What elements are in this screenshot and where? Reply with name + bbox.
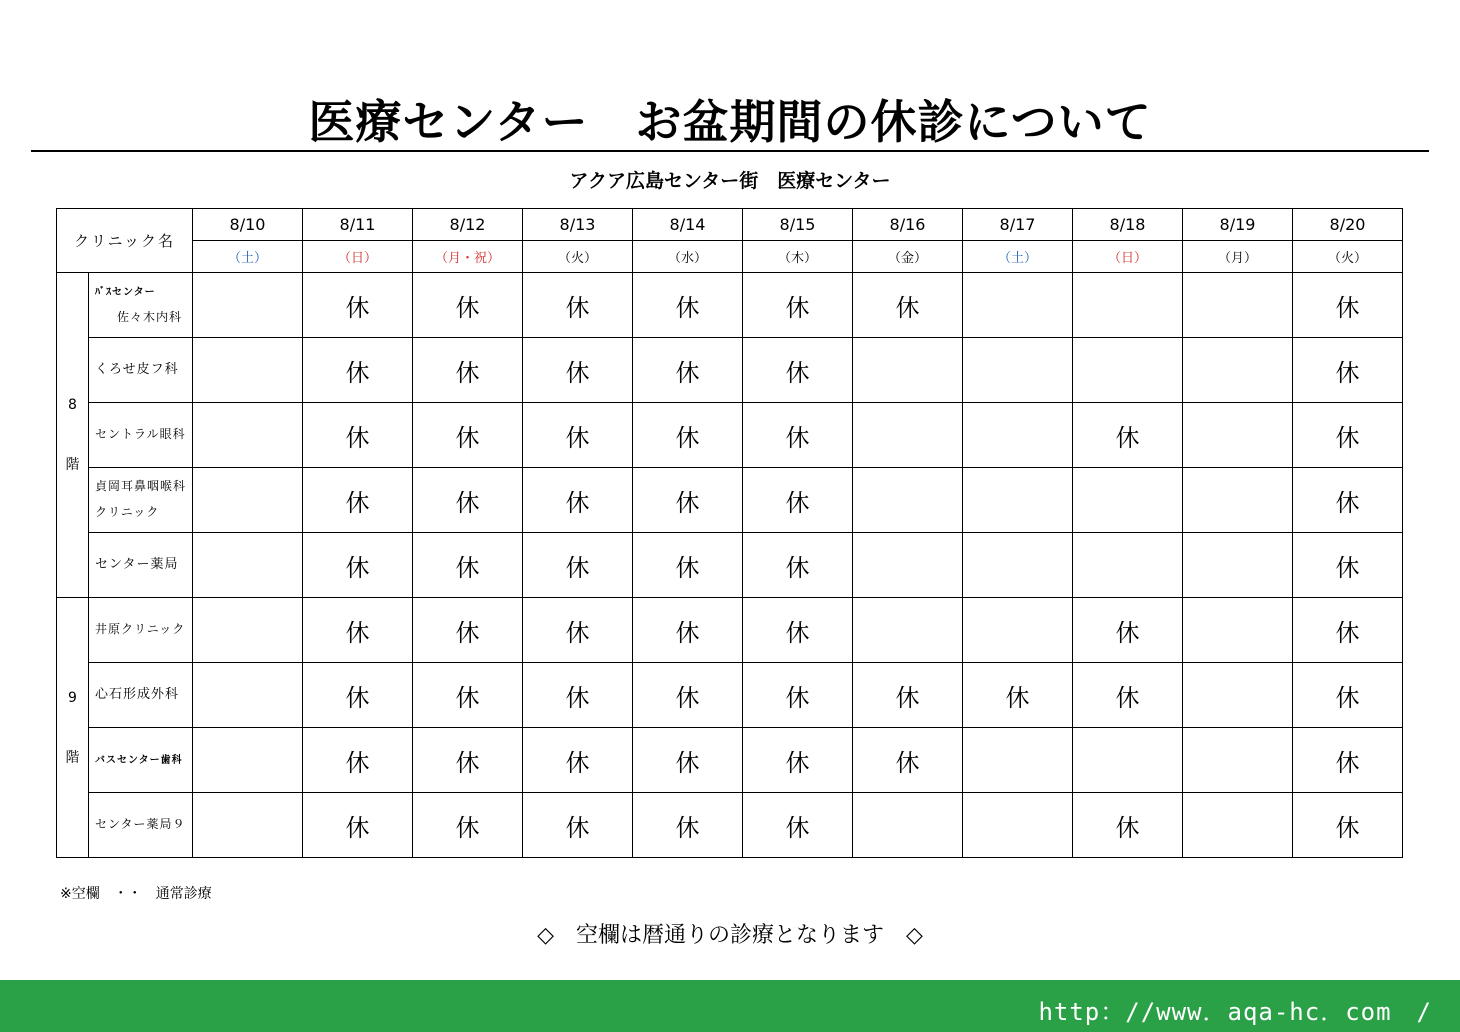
closed-cell: 休 <box>633 403 743 468</box>
open-cell <box>853 533 963 598</box>
closed-cell: 休 <box>1293 468 1403 533</box>
open-cell <box>193 468 303 533</box>
open-cell <box>193 663 303 728</box>
table-row <box>57 663 1403 728</box>
closed-cell: 休 <box>523 273 633 338</box>
weekday-header: （木） <box>743 241 853 273</box>
closed-cell: 休 <box>743 793 853 858</box>
date-header: 8/12 <box>413 209 523 241</box>
open-cell <box>1183 403 1293 468</box>
open-cell <box>1183 273 1293 338</box>
table-row <box>57 793 1403 858</box>
clinic-name-cell <box>89 338 193 403</box>
clinic-name-cell <box>89 273 193 338</box>
open-cell <box>1183 468 1293 533</box>
floor-label: 9 階 <box>57 598 89 858</box>
clinic-name-header: クリニック名 <box>57 209 193 273</box>
open-cell <box>1183 338 1293 403</box>
closed-cell: 休 <box>523 338 633 403</box>
closed-cell: 休 <box>413 728 523 793</box>
clinic-name-cell <box>89 663 193 728</box>
clinic-name: バスセンター歯科 <box>95 755 183 767</box>
table-row <box>57 598 1403 663</box>
date-header: 8/18 <box>1073 209 1183 241</box>
table-row <box>57 533 1403 598</box>
open-cell <box>1183 793 1293 858</box>
closed-cell: 休 <box>743 663 853 728</box>
table-row <box>57 338 1403 403</box>
clinic-name: セントラル眼科 <box>95 427 186 442</box>
date-header: 8/14 <box>633 209 743 241</box>
open-cell <box>963 468 1073 533</box>
open-cell <box>853 403 963 468</box>
closed-cell: 休 <box>743 403 853 468</box>
open-cell <box>853 793 963 858</box>
closed-cell: 休 <box>853 663 963 728</box>
open-cell <box>963 793 1073 858</box>
open-cell <box>963 403 1073 468</box>
date-header: 8/17 <box>963 209 1073 241</box>
footer-url-link[interactable]: http：//www．aqa-hc．com / <box>1038 998 1432 1026</box>
closed-cell: 休 <box>413 793 523 858</box>
closed-cell: 休 <box>1073 663 1183 728</box>
open-cell <box>1183 728 1293 793</box>
weekday-header: （日） <box>1073 241 1183 273</box>
closed-cell: 休 <box>633 598 743 663</box>
date-header: 8/16 <box>853 209 963 241</box>
open-cell <box>963 598 1073 663</box>
closed-cell: 休 <box>413 273 523 338</box>
closed-cell: 休 <box>743 728 853 793</box>
open-cell <box>193 793 303 858</box>
date-header: 8/20 <box>1293 209 1403 241</box>
closed-cell: 休 <box>743 598 853 663</box>
table-row <box>57 728 1403 793</box>
table-row <box>57 403 1403 468</box>
closed-cell: 休 <box>523 728 633 793</box>
closed-cell: 休 <box>413 663 523 728</box>
page-title: 医療センター お盆期間の休診について <box>308 95 1152 149</box>
open-cell <box>1183 598 1293 663</box>
open-cell <box>1073 728 1183 793</box>
table-row <box>57 273 1403 338</box>
closed-cell: 休 <box>1293 728 1403 793</box>
closed-cell: 休 <box>303 468 413 533</box>
weekday-header: （火） <box>1293 241 1403 273</box>
clinic-name-line2: クリニック <box>95 505 160 519</box>
legend-note: ※空欄 ・・ 通常診療 <box>60 886 212 902</box>
closed-cell: 休 <box>633 793 743 858</box>
date-header-row <box>57 209 1403 241</box>
open-cell <box>193 338 303 403</box>
closed-cell: 休 <box>1293 403 1403 468</box>
closed-cell: 休 <box>413 403 523 468</box>
closed-cell: 休 <box>303 598 413 663</box>
closed-cell: 休 <box>303 338 413 403</box>
open-cell <box>193 403 303 468</box>
closed-cell: 休 <box>523 533 633 598</box>
closed-cell: 休 <box>633 663 743 728</box>
date-header: 8/10 <box>193 209 303 241</box>
clinic-name-cell <box>89 598 193 663</box>
weekday-header: （土） <box>193 241 303 273</box>
clinic-name-cell <box>89 728 193 793</box>
date-header: 8/19 <box>1183 209 1293 241</box>
open-cell <box>1183 533 1293 598</box>
open-cell <box>853 338 963 403</box>
closed-cell: 休 <box>413 598 523 663</box>
closed-cell: 休 <box>1293 338 1403 403</box>
clinic-name-line2: 佐々木内科 <box>117 310 183 324</box>
closed-cell: 休 <box>523 793 633 858</box>
closed-cell: 休 <box>1073 598 1183 663</box>
closed-cell: 休 <box>633 533 743 598</box>
open-cell <box>963 728 1073 793</box>
weekday-header: （水） <box>633 241 743 273</box>
closure-schedule-table <box>56 208 1403 858</box>
schedule-body <box>57 273 1403 858</box>
subtitle: アクア広島センター街 医療センター <box>569 170 891 192</box>
open-cell <box>193 598 303 663</box>
closed-cell: 休 <box>523 663 633 728</box>
closed-cell: 休 <box>853 273 963 338</box>
open-cell <box>1073 338 1183 403</box>
date-header: 8/15 <box>743 209 853 241</box>
weekday-header-row <box>57 241 1403 273</box>
open-cell <box>193 533 303 598</box>
closed-cell: 休 <box>303 273 413 338</box>
closed-cell: 休 <box>1073 403 1183 468</box>
open-cell <box>853 598 963 663</box>
closed-cell: 休 <box>523 598 633 663</box>
closed-cell: 休 <box>633 338 743 403</box>
closed-cell: 休 <box>963 663 1073 728</box>
date-header: 8/11 <box>303 209 413 241</box>
closed-cell: 休 <box>523 468 633 533</box>
closed-cell: 休 <box>1293 533 1403 598</box>
closed-cell: 休 <box>1293 663 1403 728</box>
clinic-name: くろせ皮フ科 <box>95 361 179 377</box>
clinic-name: センター薬局９ <box>95 817 186 832</box>
closed-cell: 休 <box>413 468 523 533</box>
date-header: 8/13 <box>523 209 633 241</box>
clinic-name: 心石形成外科 <box>95 686 180 702</box>
closed-cell: 休 <box>743 468 853 533</box>
clinic-name-cell <box>89 793 193 858</box>
title-divider <box>31 150 1429 152</box>
closed-cell: 休 <box>303 728 413 793</box>
bottom-message: ◇ 空欄は暦通りの診療となります ◇ <box>537 923 923 948</box>
clinic-name-cell <box>89 468 193 533</box>
closed-cell: 休 <box>1293 793 1403 858</box>
weekday-header: （日） <box>303 241 413 273</box>
open-cell <box>1183 663 1293 728</box>
closed-cell: 休 <box>303 663 413 728</box>
open-cell <box>1073 533 1183 598</box>
closed-cell: 休 <box>743 533 853 598</box>
closed-cell: 休 <box>853 728 963 793</box>
open-cell <box>963 533 1073 598</box>
closed-cell: 休 <box>1293 598 1403 663</box>
clinic-name: 井原クリニック <box>95 622 186 637</box>
open-cell <box>1073 468 1183 533</box>
open-cell <box>963 338 1073 403</box>
weekday-header: （月・祝） <box>413 241 523 273</box>
clinic-name: センター薬局 <box>95 556 179 572</box>
floor-label: 8 階 <box>57 273 89 598</box>
table-row <box>57 468 1403 533</box>
closed-cell: 休 <box>303 403 413 468</box>
closed-cell: 休 <box>633 273 743 338</box>
closed-cell: 休 <box>303 533 413 598</box>
closed-cell: 休 <box>1073 793 1183 858</box>
weekday-header: （土） <box>963 241 1073 273</box>
closed-cell: 休 <box>633 468 743 533</box>
open-cell <box>853 468 963 533</box>
open-cell <box>963 273 1073 338</box>
weekday-header: （月） <box>1183 241 1293 273</box>
clinic-name: 貞岡耳鼻咽喉科 <box>95 479 187 494</box>
closed-cell: 休 <box>413 533 523 598</box>
weekday-header: （金） <box>853 241 963 273</box>
clinic-name-cell <box>89 403 193 468</box>
weekday-header: （火） <box>523 241 633 273</box>
open-cell <box>193 728 303 793</box>
clinic-name: ﾊﾞｽセンター <box>95 287 156 299</box>
closed-cell: 休 <box>303 793 413 858</box>
closed-cell: 休 <box>523 403 633 468</box>
closed-cell: 休 <box>413 338 523 403</box>
open-cell <box>193 273 303 338</box>
footer-bar <box>0 980 1460 1032</box>
open-cell <box>1073 273 1183 338</box>
closed-cell: 休 <box>743 273 853 338</box>
closed-cell: 休 <box>743 338 853 403</box>
closed-cell: 休 <box>1293 273 1403 338</box>
clinic-name-cell <box>89 533 193 598</box>
closed-cell: 休 <box>633 728 743 793</box>
